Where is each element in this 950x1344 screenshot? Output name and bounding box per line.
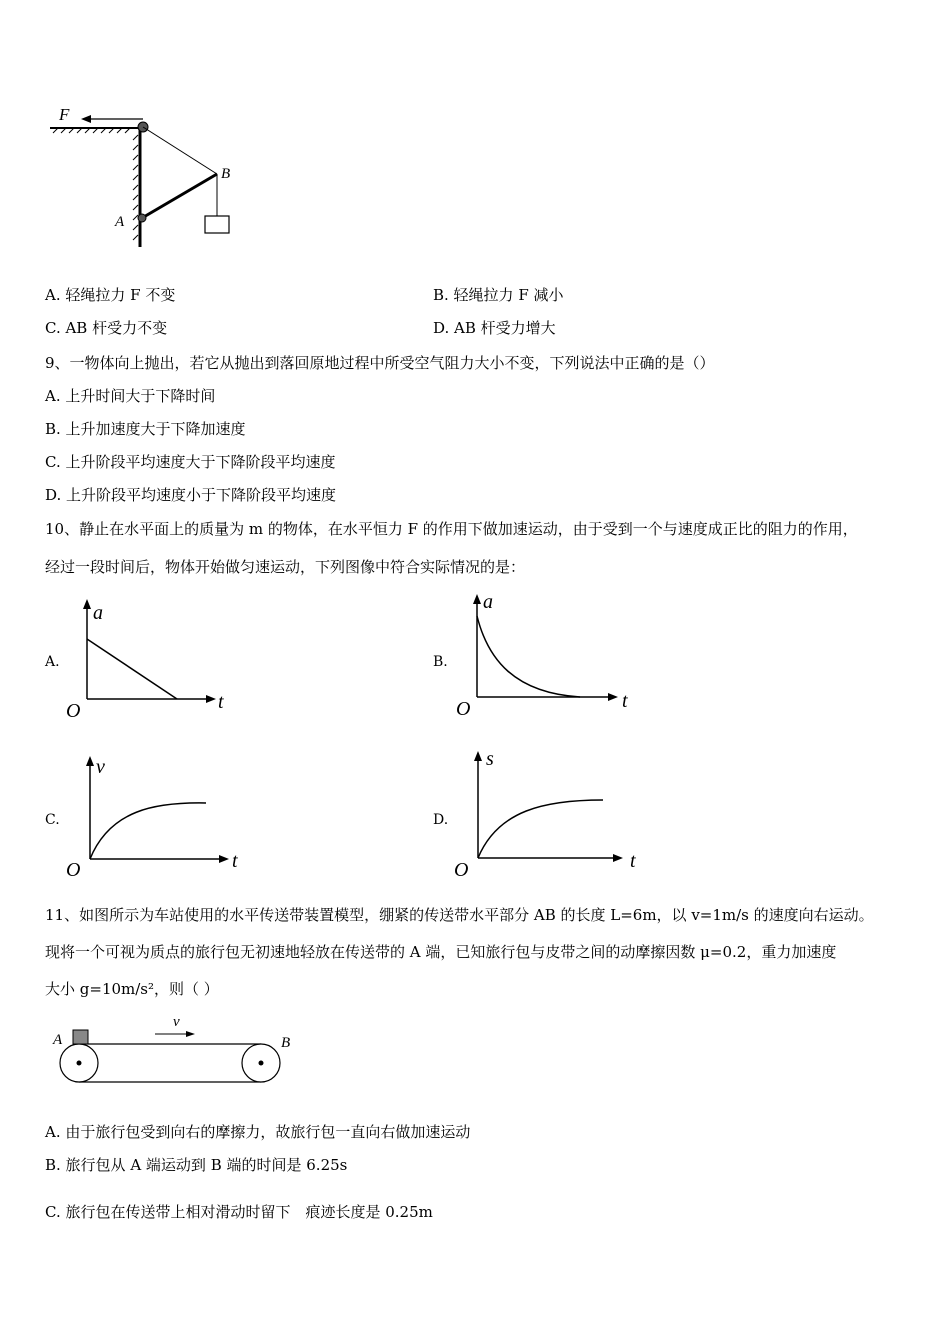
q8-wall-rod-figure <box>45 100 245 250</box>
q11-stem-line2: 现将一个可视为质点的旅行包无初速地轻放在传送带的 A 端，已知旅行包与皮带之间的动摩擦因数 μ=0.2，重力加速度 <box>45 943 837 961</box>
q10-graph-c <box>60 750 250 885</box>
q10-graph-a-label: A. <box>45 654 60 670</box>
graph-b-y-label: a <box>483 591 493 613</box>
q8-option-d: D. AB 杆受力增大 <box>433 319 556 337</box>
graph-a-x-label: t <box>218 691 224 713</box>
label-conveyor-A: A <box>53 1032 63 1048</box>
graph-c-y-label: v <box>96 756 105 778</box>
q10-graph-b-label: B. <box>433 654 448 670</box>
q10-graph-d <box>450 745 650 885</box>
q10-graph-d-label: D. <box>433 812 449 828</box>
q10-graph-b <box>450 590 640 720</box>
q11-option-c: C. 旅行包在传送带上相对滑动时留下 痕迹长度是 0.25m <box>45 1203 433 1221</box>
label-B: B <box>221 166 231 182</box>
q11-conveyor-figure <box>45 1010 305 1090</box>
label-F: F <box>59 105 70 124</box>
label-v: v <box>173 1014 180 1030</box>
q10-graph-c-label: C. <box>45 812 60 828</box>
graph-c-x-label: t <box>232 850 238 872</box>
graph-d-y-label: s <box>486 748 494 770</box>
graph-a-y-label: a <box>93 602 103 624</box>
label-conveyor-B: B <box>281 1035 291 1051</box>
graph-b-x-label: t <box>622 690 628 712</box>
q10-graph-a <box>60 595 240 725</box>
q9-stem: 9、一物体向上抛出，若它从抛出到落回原地过程中所受空气阻力大小不变，下列说法中正确的是（） <box>45 354 715 372</box>
q9-option-c: C. 上升阶段平均速度大于下降阶段平均速度 <box>45 453 336 471</box>
q9-option-a: A. 上升时间大于下降时间 <box>45 387 216 405</box>
graph-a-origin: O <box>66 700 81 722</box>
q11-stem-line3: 大小 g=10m/s²，则（ ） <box>45 980 219 998</box>
q9-option-b: B. 上升加速度大于下降加速度 <box>45 420 246 438</box>
q10-stem-line1: 10、静止在水平面上的质量为 m 的物体，在水平恒力 F 的作用下做加速运动，由于受到一个与速度成正比的阻力的作用， <box>45 520 858 538</box>
q11-option-a: A. 由于旅行包受到向右的摩擦力，故旅行包一直向右做加速运动 <box>45 1123 471 1141</box>
q9-option-d: D. 上升阶段平均速度小于下降阶段平均速度 <box>45 486 337 504</box>
graph-d-x-label: t <box>630 850 636 872</box>
label-A: A <box>115 214 125 230</box>
graph-b-origin: O <box>456 698 471 720</box>
q8-option-b: B. 轻绳拉力 F 减小 <box>433 286 564 304</box>
q8-option-c: C. AB 杆受力不变 <box>45 319 168 337</box>
q10-stem-line2: 经过一段时间后，物体开始做匀速运动，下列图像中符合实际情况的是： <box>45 558 526 576</box>
q8-option-a: A. 轻绳拉力 F 不变 <box>45 286 176 304</box>
q11-option-b: B. 旅行包从 A 端运动到 B 端的时间是 6.25s <box>45 1156 348 1174</box>
q11-stem-line1: 11、如图所示为车站使用的水平传送带装置模型，绷紧的传送带水平部分 AB 的长度 L=6m，以 v=1m/s 的速度向右运动。 <box>45 906 874 924</box>
graph-d-origin: O <box>454 859 469 881</box>
graph-c-origin: O <box>66 859 81 881</box>
